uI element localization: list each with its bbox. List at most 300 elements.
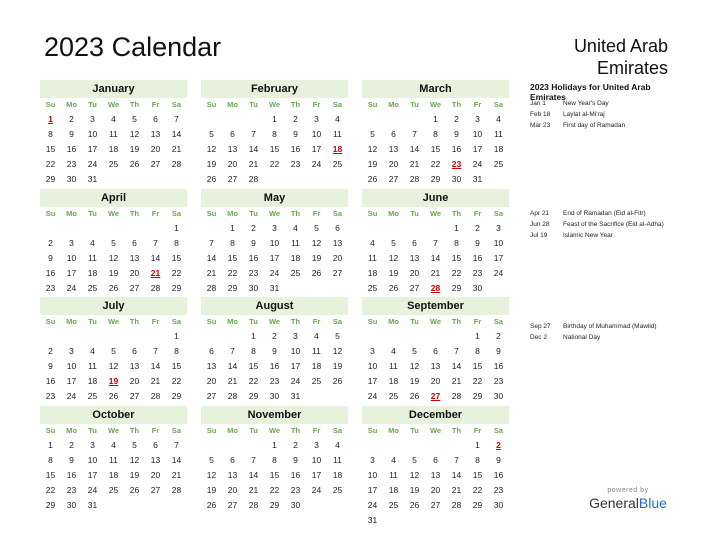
day-cell: 28 — [227, 391, 238, 401]
day-cell: 27 — [430, 500, 441, 510]
day-cell: 28 — [206, 283, 217, 293]
day-cell: 26 — [129, 159, 140, 169]
empty-cell — [40, 221, 61, 236]
day-cell: 3 — [314, 114, 319, 124]
day-cell: 11 — [494, 129, 503, 139]
holiday-name: New Year's Day — [563, 100, 609, 107]
day-cell: 13 — [129, 253, 140, 263]
day-cell: 31 — [269, 283, 280, 293]
day-cell: 15 — [451, 253, 462, 263]
day-cell: 21 — [171, 144, 182, 154]
day-cell: 25 — [388, 500, 399, 510]
brand-general: General — [589, 495, 639, 511]
day-cell: 30 — [269, 391, 280, 401]
weekday-header: Mo — [66, 100, 77, 109]
day-cell: 29 — [430, 174, 441, 184]
day-cell: 15 — [171, 253, 182, 263]
day-cell: 9 — [69, 455, 74, 465]
empty-cell — [362, 438, 383, 453]
day-cell: 1 — [251, 331, 256, 341]
day-cell: 19 — [388, 268, 399, 278]
day-cell: 16 — [290, 144, 301, 154]
day-cell: 14 — [248, 470, 259, 480]
day-cell: 8 — [272, 455, 277, 465]
day-cell: 13 — [227, 144, 238, 154]
day-cell: 7 — [454, 455, 459, 465]
day-cell: 25 — [388, 391, 399, 401]
day-cell: 18 — [311, 361, 322, 371]
weekday-header: Sa — [493, 426, 504, 435]
weekday-header: Fr — [312, 100, 321, 109]
holiday-list-q3 — [530, 321, 700, 343]
day-cell: 3 — [370, 346, 375, 356]
day-cell: 22 — [171, 268, 182, 278]
weekday-header: Sa — [332, 100, 343, 109]
holiday-row — [530, 332, 700, 343]
day-cell: 10 — [311, 129, 322, 139]
holiday-day-cell: 23 — [451, 159, 462, 169]
day-cell: 15 — [472, 361, 483, 371]
day-cell: 1 — [475, 331, 480, 341]
day-cell: 12 — [409, 470, 420, 480]
day-cell: 7 — [251, 455, 256, 465]
day-cell: 3 — [69, 238, 74, 248]
day-cell: 16 — [290, 470, 301, 480]
empty-cell — [40, 329, 61, 344]
day-cell: 18 — [367, 268, 378, 278]
empty-cell — [404, 438, 425, 453]
day-cell: 5 — [132, 440, 137, 450]
day-cell: 5 — [209, 455, 214, 465]
day-cell: 22 — [45, 159, 56, 169]
empty-cell — [383, 438, 404, 453]
day-cell: 12 — [108, 361, 119, 371]
day-cell: 6 — [209, 346, 214, 356]
day-cell: 3 — [293, 331, 298, 341]
day-cell: 27 — [409, 283, 420, 293]
weekday-header: Mo — [388, 426, 399, 435]
day-cell: 24 — [311, 485, 322, 495]
day-cell: 28 — [171, 159, 182, 169]
holiday-date: Apr 21 — [530, 210, 550, 217]
empty-cell — [383, 112, 404, 127]
day-cell: 31 — [367, 515, 378, 525]
day-cell: 22 — [472, 485, 483, 495]
day-cell: 21 — [171, 470, 182, 480]
day-cell: 18 — [388, 376, 399, 386]
holiday-list-q2 — [530, 208, 700, 241]
day-cell: 20 — [430, 485, 441, 495]
day-cell: 27 — [129, 283, 140, 293]
weekday-header: Th — [129, 209, 140, 218]
holiday-row — [530, 98, 700, 109]
day-cell: 11 — [88, 361, 97, 371]
day-cell: 13 — [430, 361, 441, 371]
day-cell: 28 — [150, 283, 161, 293]
weekday-header: Sa — [493, 209, 504, 218]
day-cell: 21 — [409, 159, 420, 169]
day-cell: 27 — [227, 500, 238, 510]
day-cell: 1 — [174, 223, 179, 233]
day-cell: 3 — [69, 346, 74, 356]
day-cell: 6 — [391, 129, 396, 139]
day-cell: 6 — [153, 440, 158, 450]
day-cell: 15 — [472, 470, 483, 480]
day-cell: 20 — [150, 144, 161, 154]
day-cell: 16 — [45, 268, 56, 278]
weekday-header: Fr — [473, 317, 482, 326]
weekday-header: Th — [129, 426, 140, 435]
empty-cell — [362, 221, 383, 236]
day-cell: 2 — [496, 331, 501, 341]
weekday-header: Sa — [332, 209, 343, 218]
day-cell: 23 — [269, 376, 280, 386]
empty-cell — [446, 329, 467, 344]
weekday-header: Mo — [227, 426, 238, 435]
day-cell: 22 — [269, 485, 280, 495]
day-cell: 18 — [87, 268, 98, 278]
empty-cell — [425, 329, 446, 344]
day-cell: 17 — [87, 144, 98, 154]
day-cell: 11 — [368, 253, 377, 263]
day-cell: 1 — [230, 223, 235, 233]
day-cell: 8 — [251, 346, 256, 356]
holiday-day-cell: 18 — [332, 144, 343, 154]
day-cell: 13 — [332, 238, 343, 248]
empty-cell — [404, 329, 425, 344]
empty-cell — [243, 438, 264, 453]
day-cell: 21 — [248, 159, 259, 169]
holiday-date: Jan 1 — [530, 100, 546, 107]
day-cell: 3 — [475, 114, 480, 124]
day-cell: 17 — [311, 470, 322, 480]
holiday-name: Feast of the Sacrifice (Eid al-Adha) — [563, 221, 664, 228]
weekday-header: Mo — [66, 426, 77, 435]
day-cell: 13 — [150, 455, 161, 465]
day-cell: 3 — [272, 223, 277, 233]
weekday-header: Sa — [332, 317, 343, 326]
empty-cell — [201, 112, 222, 127]
day-cell: 24 — [87, 485, 98, 495]
month-header: February — [201, 80, 348, 98]
day-cell: 12 — [108, 253, 119, 263]
empty-cell — [201, 329, 222, 344]
day-cell: 17 — [87, 470, 98, 480]
empty-cell — [61, 329, 82, 344]
day-cell: 23 — [66, 485, 77, 495]
day-cell: 26 — [206, 174, 217, 184]
day-cell: 1 — [272, 114, 277, 124]
day-cell: 19 — [206, 485, 217, 495]
day-cell: 1 — [475, 440, 480, 450]
day-cell: 13 — [388, 144, 399, 154]
day-cell: 20 — [129, 376, 140, 386]
day-cell: 9 — [496, 455, 501, 465]
day-cell: 5 — [132, 114, 137, 124]
day-cell: 15 — [45, 470, 56, 480]
day-cell: 5 — [335, 331, 340, 341]
day-cell: 10 — [367, 470, 378, 480]
day-cell: 23 — [472, 268, 483, 278]
holiday-day-cell: 19 — [108, 376, 119, 386]
day-cell: 14 — [171, 455, 182, 465]
day-cell: 3 — [90, 440, 95, 450]
day-cell: 14 — [206, 253, 217, 263]
holiday-name: Laylat al-Mi'raj — [563, 111, 605, 118]
holiday-row — [530, 321, 700, 332]
day-cell: 24 — [87, 159, 98, 169]
weekday-header: Tu — [88, 317, 97, 326]
day-cell: 26 — [129, 485, 140, 495]
holiday-date: Jun 28 — [530, 221, 550, 228]
month-header: May — [201, 189, 348, 207]
empty-cell — [243, 112, 264, 127]
day-cell: 1 — [433, 114, 438, 124]
holiday-day-cell: 28 — [430, 283, 441, 293]
day-cell: 8 — [454, 238, 459, 248]
day-cell: 10 — [311, 455, 322, 465]
empty-cell — [404, 112, 425, 127]
day-cell: 11 — [333, 455, 342, 465]
day-cell: 16 — [45, 376, 56, 386]
month-december — [362, 406, 509, 528]
day-cell: 17 — [66, 268, 77, 278]
day-cell: 22 — [45, 485, 56, 495]
day-cell: 21 — [451, 485, 462, 495]
day-cell: 22 — [248, 376, 259, 386]
day-cell: 29 — [171, 391, 182, 401]
day-cell: 12 — [129, 129, 140, 139]
day-cell: 6 — [132, 238, 137, 248]
weekday-header: Su — [367, 426, 378, 435]
day-cell: 4 — [335, 440, 340, 450]
day-cell: 18 — [388, 485, 399, 495]
day-cell: 29 — [171, 283, 182, 293]
day-cell: 4 — [111, 440, 116, 450]
holiday-row — [530, 109, 700, 120]
weekday-header: Fr — [473, 426, 482, 435]
day-cell: 9 — [475, 238, 480, 248]
weekday-header: Su — [206, 100, 217, 109]
day-cell: 6 — [433, 346, 438, 356]
weekday-header: Sa — [332, 426, 343, 435]
month-august — [201, 297, 348, 404]
empty-cell — [446, 438, 467, 453]
day-cell: 29 — [45, 500, 56, 510]
day-cell: 21 — [206, 268, 217, 278]
day-cell: 14 — [227, 361, 238, 371]
day-cell: 30 — [451, 174, 462, 184]
day-cell: 14 — [430, 253, 441, 263]
day-cell: 26 — [332, 376, 343, 386]
day-cell: 19 — [311, 253, 322, 263]
day-cell: 8 — [475, 346, 480, 356]
empty-cell — [82, 329, 103, 344]
day-cell: 29 — [45, 174, 56, 184]
day-cell: 4 — [335, 114, 340, 124]
day-cell: 12 — [206, 144, 217, 154]
day-cell: 8 — [433, 129, 438, 139]
month-october — [40, 406, 187, 513]
month-february — [201, 80, 348, 187]
month-header: January — [40, 80, 187, 98]
day-cell: 7 — [174, 440, 179, 450]
empty-cell — [145, 221, 166, 236]
day-cell: 27 — [150, 485, 161, 495]
day-cell: 19 — [367, 159, 378, 169]
weekday-header: Tu — [410, 100, 419, 109]
day-cell: 6 — [230, 129, 235, 139]
day-cell: 5 — [111, 238, 116, 248]
day-cell: 20 — [388, 159, 399, 169]
empty-cell — [103, 329, 124, 344]
day-cell: 24 — [269, 268, 280, 278]
day-cell: 14 — [451, 361, 462, 371]
day-cell: 26 — [108, 283, 119, 293]
day-cell: 6 — [153, 114, 158, 124]
day-cell: 28 — [451, 391, 462, 401]
weekday-header: We — [268, 209, 281, 218]
day-cell: 26 — [108, 391, 119, 401]
day-cell: 1 — [454, 223, 459, 233]
day-cell: 21 — [430, 268, 441, 278]
day-cell: 4 — [370, 238, 375, 248]
day-cell: 29 — [248, 391, 259, 401]
weekday-header: Su — [206, 209, 217, 218]
day-cell: 22 — [171, 376, 182, 386]
day-cell: 17 — [493, 253, 504, 263]
day-cell: 29 — [269, 500, 280, 510]
day-cell: 4 — [314, 331, 319, 341]
day-cell: 19 — [206, 159, 217, 169]
weekday-header: Mo — [388, 317, 399, 326]
day-cell: 27 — [227, 174, 238, 184]
weekday-header: Fr — [151, 209, 160, 218]
day-cell: 10 — [66, 253, 77, 263]
day-cell: 16 — [493, 470, 504, 480]
day-cell: 23 — [493, 376, 504, 386]
day-cell: 23 — [45, 391, 56, 401]
day-cell: 20 — [227, 159, 238, 169]
day-cell: 10 — [493, 238, 504, 248]
day-cell: 16 — [493, 361, 504, 371]
day-cell: 25 — [493, 159, 504, 169]
day-cell: 29 — [472, 500, 483, 510]
day-cell: 4 — [111, 114, 116, 124]
day-cell: 12 — [409, 361, 420, 371]
day-cell: 10 — [87, 455, 98, 465]
day-cell: 17 — [311, 144, 322, 154]
day-cell: 23 — [290, 485, 301, 495]
weekday-header: Sa — [171, 209, 182, 218]
day-cell: 17 — [367, 376, 378, 386]
day-cell: 26 — [206, 500, 217, 510]
day-cell: 7 — [230, 346, 235, 356]
day-cell: 8 — [48, 455, 53, 465]
day-cell: 2 — [293, 114, 298, 124]
day-cell: 20 — [206, 376, 217, 386]
weekday-header: Su — [45, 209, 56, 218]
empty-cell — [362, 329, 383, 344]
weekday-header: We — [107, 100, 120, 109]
weekday-header: Fr — [312, 209, 321, 218]
day-cell: 18 — [108, 144, 119, 154]
weekday-header: Th — [451, 100, 462, 109]
weekday-header: Tu — [410, 317, 419, 326]
day-cell: 9 — [48, 253, 53, 263]
day-cell: 7 — [454, 346, 459, 356]
day-cell: 16 — [66, 470, 77, 480]
holiday-row — [530, 120, 700, 131]
holiday-date: Jul 19 — [530, 232, 548, 239]
weekday-header: Su — [206, 426, 217, 435]
day-cell: 2 — [48, 346, 53, 356]
day-cell: 11 — [389, 361, 398, 371]
day-cell: 15 — [227, 253, 238, 263]
day-cell: 27 — [206, 391, 217, 401]
day-cell: 28 — [248, 174, 259, 184]
day-cell: 13 — [409, 253, 420, 263]
empty-cell — [103, 221, 124, 236]
day-cell: 6 — [412, 238, 417, 248]
day-cell: 4 — [496, 114, 501, 124]
day-cell: 12 — [206, 470, 217, 480]
day-cell: 25 — [332, 485, 343, 495]
weekday-header: Fr — [312, 426, 321, 435]
empty-cell — [201, 221, 222, 236]
weekday-header: We — [429, 426, 442, 435]
day-cell: 11 — [312, 346, 321, 356]
day-cell: 15 — [269, 470, 280, 480]
month-header: March — [362, 80, 509, 98]
month-header: September — [362, 297, 509, 315]
month-header: December — [362, 406, 509, 424]
day-cell: 18 — [108, 470, 119, 480]
month-january — [40, 80, 187, 187]
day-cell: 17 — [269, 253, 280, 263]
day-cell: 25 — [87, 391, 98, 401]
day-cell: 28 — [409, 174, 420, 184]
day-cell: 28 — [451, 500, 462, 510]
day-cell: 15 — [430, 144, 441, 154]
day-cell: 2 — [48, 238, 53, 248]
weekday-header: Fr — [151, 317, 160, 326]
day-cell: 29 — [472, 391, 483, 401]
day-cell: 15 — [248, 361, 259, 371]
holiday-row — [530, 208, 700, 219]
weekday-header: We — [429, 209, 442, 218]
day-cell: 9 — [496, 346, 501, 356]
day-cell: 21 — [248, 485, 259, 495]
weekday-header: We — [268, 426, 281, 435]
weekday-header: Su — [367, 209, 378, 218]
weekday-header: Su — [367, 100, 378, 109]
day-cell: 4 — [90, 346, 95, 356]
day-cell: 9 — [251, 238, 256, 248]
month-june — [362, 189, 509, 296]
day-cell: 16 — [472, 253, 483, 263]
day-cell: 30 — [66, 174, 77, 184]
day-cell: 17 — [290, 361, 301, 371]
holiday-day-cell: 21 — [150, 268, 161, 278]
weekday-header: We — [107, 426, 120, 435]
weekday-header: Su — [45, 100, 56, 109]
empty-cell — [201, 438, 222, 453]
holiday-name: Islamic New Year — [563, 232, 613, 239]
day-cell: 25 — [290, 268, 301, 278]
day-cell: 26 — [311, 268, 322, 278]
day-cell: 13 — [430, 470, 441, 480]
